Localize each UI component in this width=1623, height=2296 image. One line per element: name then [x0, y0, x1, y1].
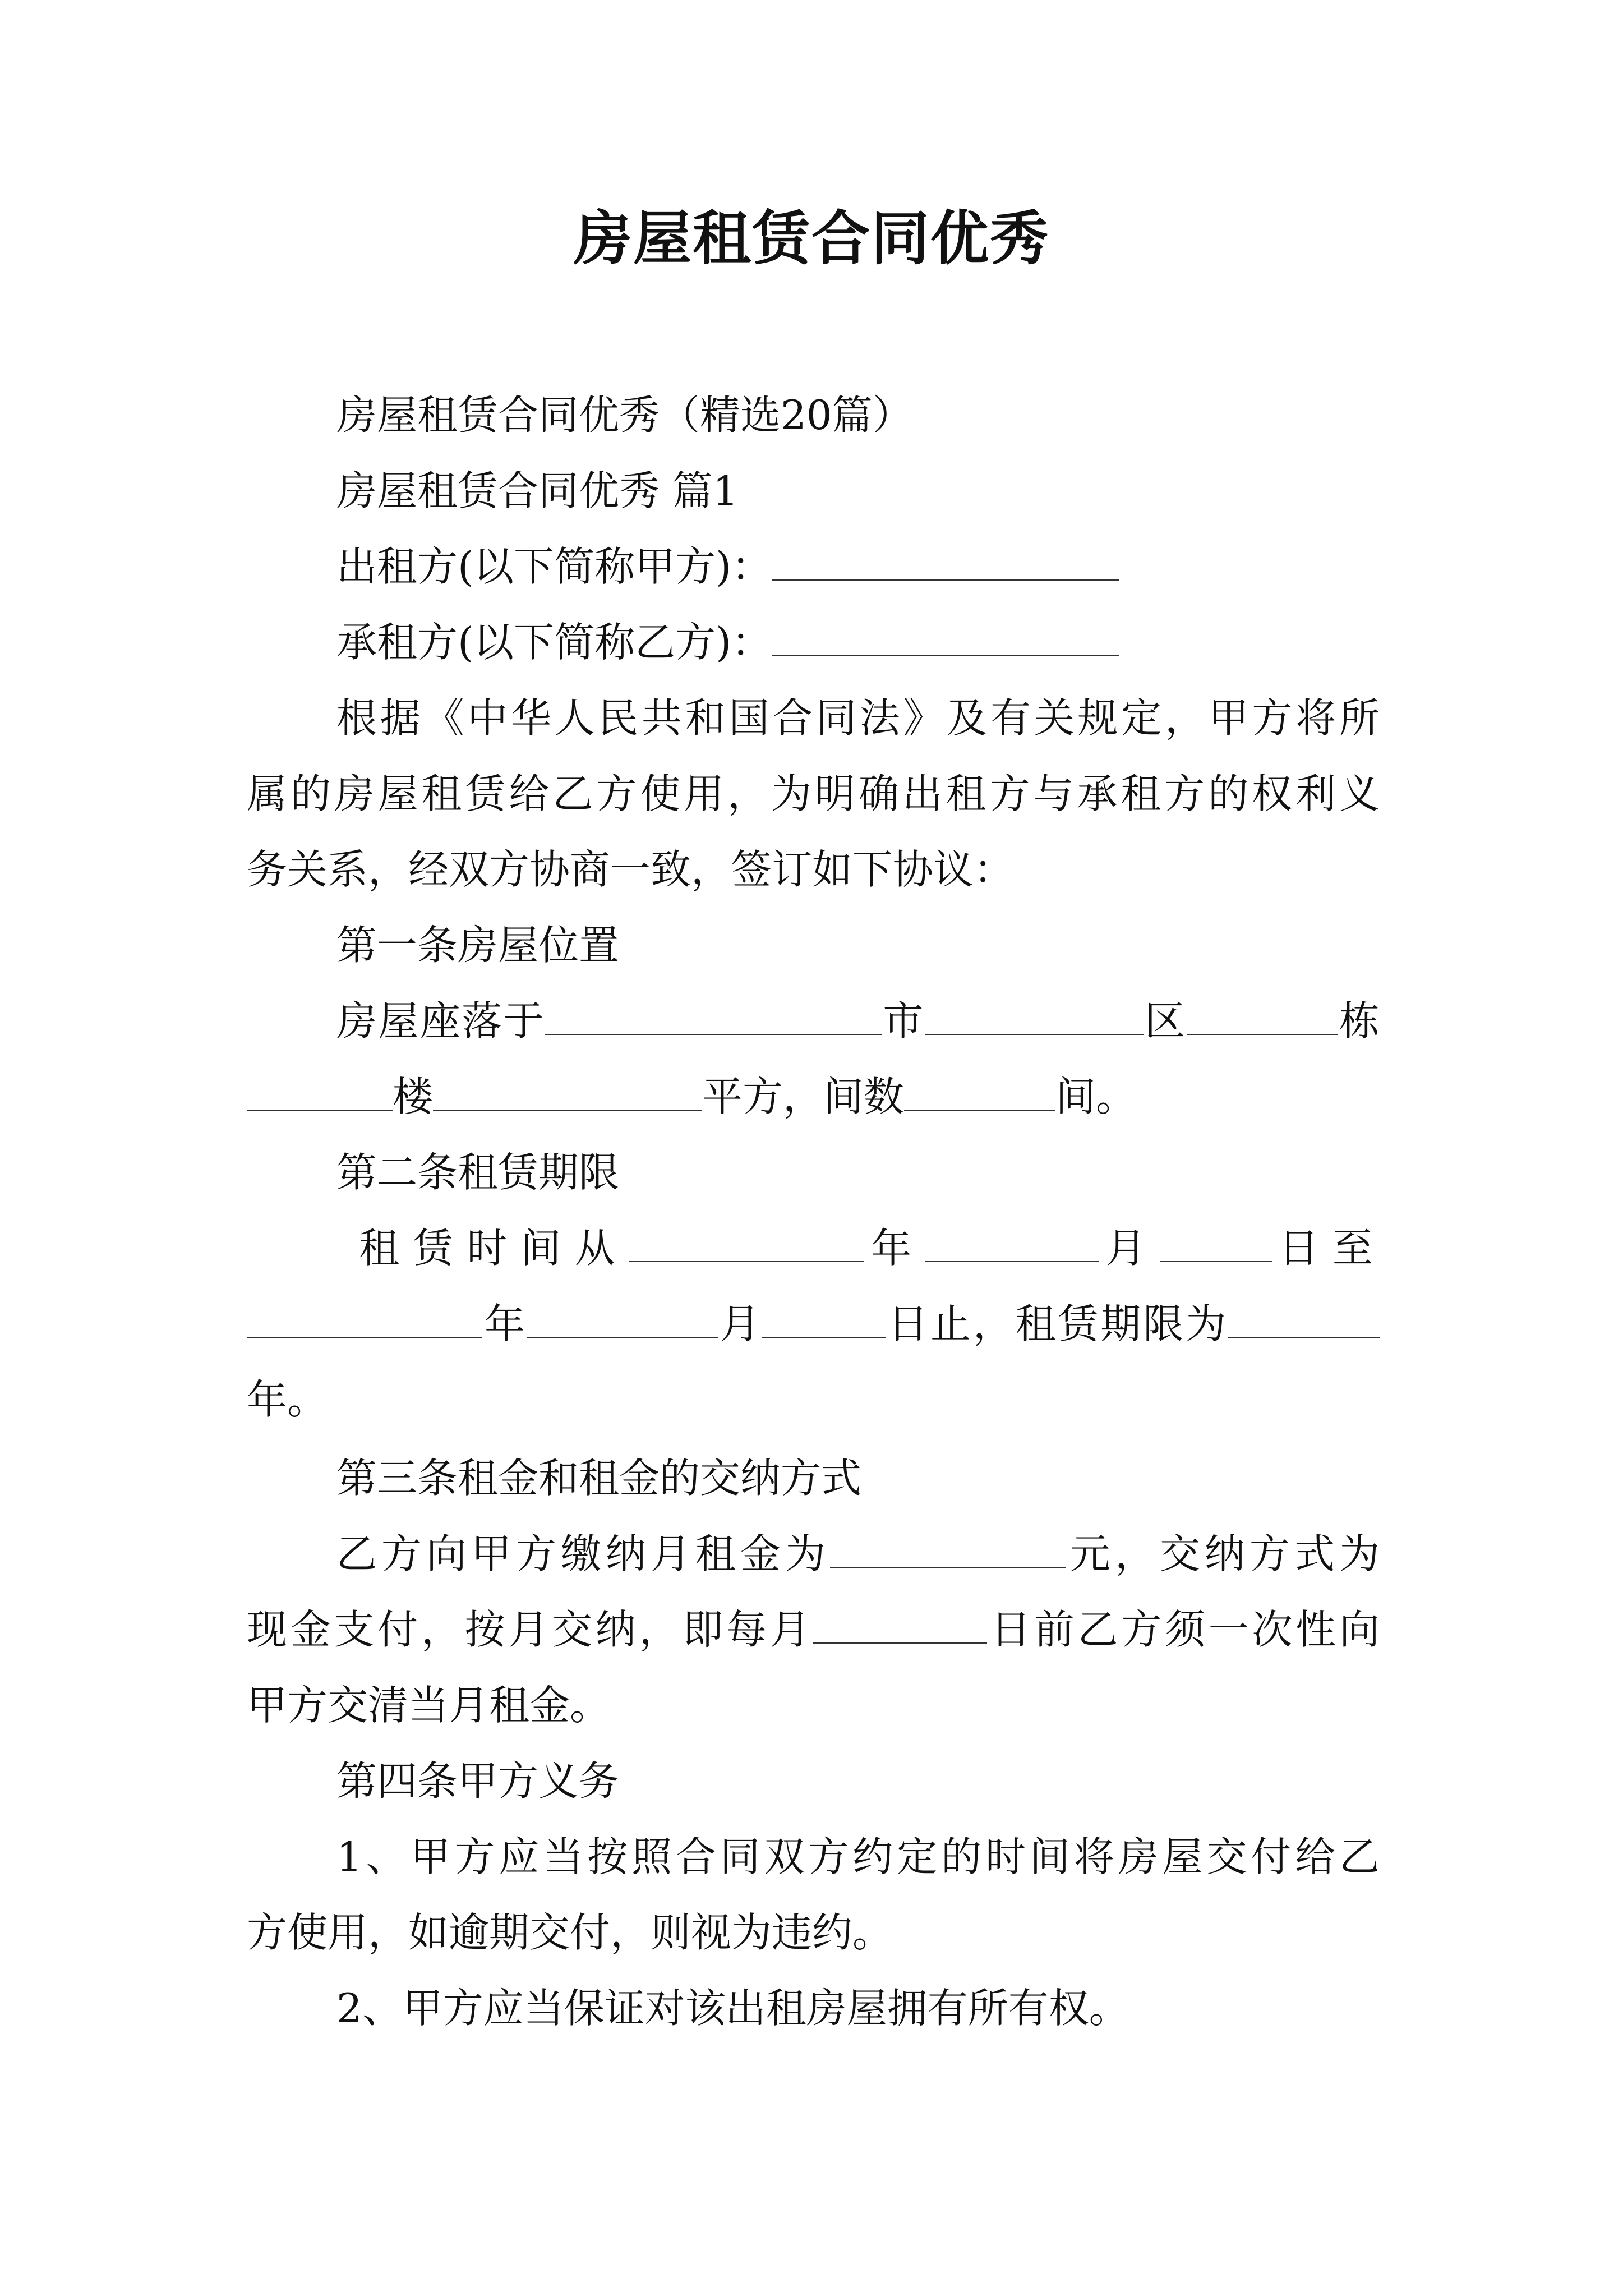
location-text: 栋: [1338, 997, 1380, 1045]
subtitle-line: 房屋租赁合同优秀（精选20篇）: [336, 392, 913, 439]
term-line-1: [359, 1220, 1380, 1276]
location-line-2: [247, 1069, 1380, 1125]
start-day-blank: [1160, 1226, 1272, 1262]
term-line-3: 年。: [247, 1376, 328, 1423]
term-line-2: [247, 1296, 1380, 1352]
rent-amount-blank: [830, 1532, 1066, 1568]
location-text: 房屋座落于: [336, 997, 545, 1045]
city-blank: [545, 999, 882, 1035]
term-text: 日止，租赁期限为: [886, 1300, 1228, 1347]
article-heading: 第三条租金和租金的交纳方式: [336, 1455, 862, 1502]
area-blank: [433, 1075, 702, 1111]
term-text: 月: [1099, 1225, 1160, 1272]
article-heading: 第四条甲方义务: [336, 1757, 620, 1805]
paragraph-line: 属的房屋租赁给乙方使用，为明确出租方与承租方的权利义: [247, 770, 1380, 817]
lessor-blank: [772, 545, 1119, 581]
location-text: 区: [1143, 997, 1187, 1045]
floor-blank: [247, 1075, 393, 1111]
rent-line-2: [247, 1602, 1380, 1658]
term-text: 月: [717, 1300, 763, 1347]
building-blank: [1187, 999, 1338, 1035]
rooms-blank: [904, 1075, 1055, 1111]
rent-text: 现金支付，按月交纳，即每月: [247, 1606, 814, 1653]
start-month-blank: [925, 1226, 1099, 1262]
location-text: 间。: [1055, 1073, 1137, 1120]
term-text: 年: [482, 1300, 527, 1347]
document-title: 房屋租赁合同优秀: [573, 204, 1049, 273]
article-heading: 第二条租赁期限: [336, 1149, 620, 1196]
lessee-label: 承租方(以下简称乙方)：: [336, 619, 772, 666]
rent-text: 日前乙方须一次性向: [987, 1606, 1380, 1653]
paragraph-line: 务关系，经双方协商一致，签订如下协议：: [247, 846, 1015, 893]
lessor-label: 出租方(以下简称甲方)：: [336, 543, 772, 590]
paragraph-line: 根据《中华人民共和国合同法》及有关规定，甲方将所: [336, 694, 1380, 742]
obligation-line: 2、甲方应当保证对该出租房屋拥有所有权。: [336, 1985, 1129, 2032]
rent-line-1: [336, 1526, 1380, 1582]
lessee-line: [336, 614, 1380, 670]
rent-text: 元，交纳方式为: [1065, 1530, 1380, 1577]
section-heading-1: 房屋租赁合同优秀 篇1: [336, 467, 739, 514]
district-blank: [925, 999, 1144, 1035]
start-year-blank: [629, 1226, 864, 1262]
term-text: 租赁时间从: [359, 1225, 629, 1272]
location-line-1: [336, 993, 1380, 1049]
rent-line-3: 甲方交清当月租金。: [247, 1682, 611, 1729]
obligation-line: 方使用，如逾期交付，则视为违约。: [247, 1909, 893, 1956]
location-text: 楼: [393, 1073, 434, 1120]
end-year-blank: [247, 1302, 482, 1338]
rent-text: 乙方向甲方缴纳月租金为: [336, 1530, 830, 1577]
end-month-blank: [527, 1302, 718, 1338]
obligation-line: 1、甲方应当按照合同双方约定的时间将房屋交付给乙: [336, 1833, 1380, 1880]
rent-day-blank: [813, 1608, 987, 1644]
location-text: 平方，间数: [702, 1073, 905, 1120]
lessor-line: [336, 539, 1380, 595]
term-years-blank: [1228, 1302, 1380, 1338]
location-text: 市: [881, 997, 925, 1045]
term-text: 年: [864, 1225, 925, 1272]
term-text: 日至: [1271, 1225, 1380, 1272]
article-heading: 第一条房屋位置: [336, 922, 620, 969]
end-day-blank: [762, 1302, 886, 1338]
lessee-blank: [772, 620, 1119, 656]
